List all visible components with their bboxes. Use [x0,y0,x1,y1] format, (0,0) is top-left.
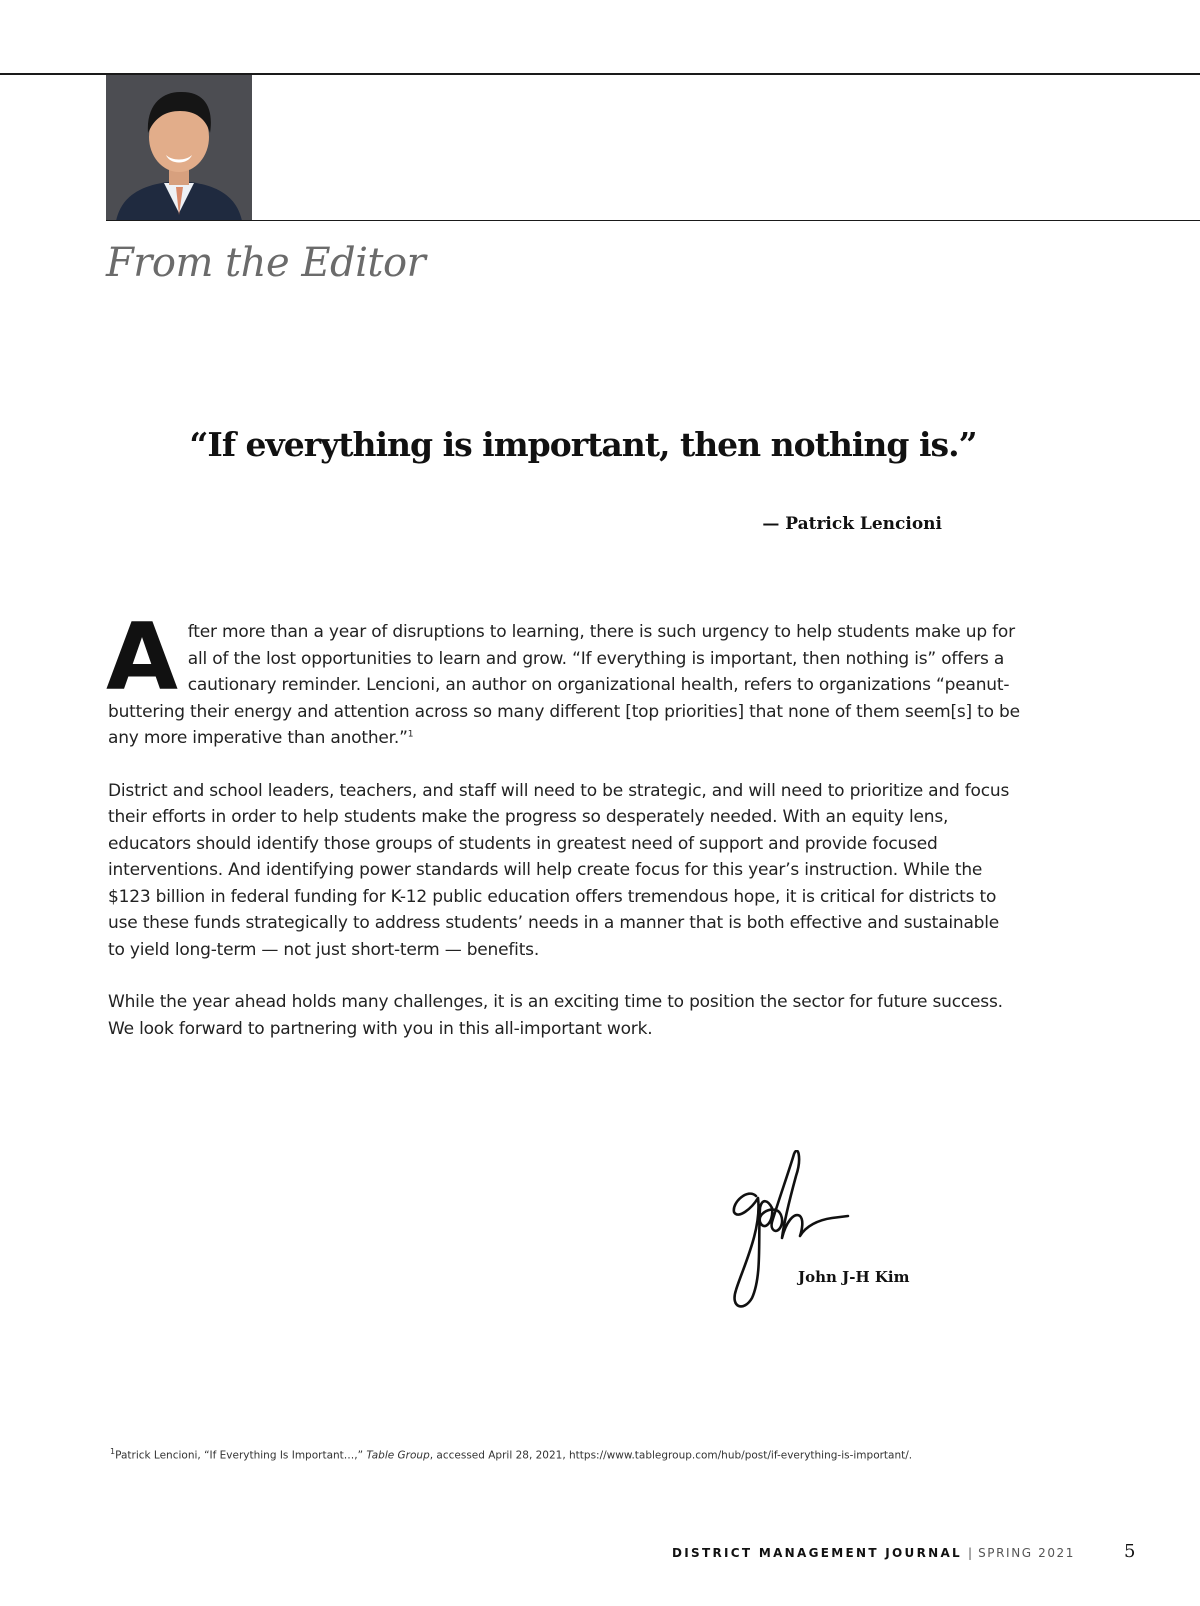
header-rule [106,220,1200,221]
paragraph-1-text: fter more than a year of disruptions to learning, there is such urgency to help students make up for all of the lost opportunities to learn and grow. “If everything is important, then nothing is” offers a cautionary reminder. Lencioni, an author on organizational health, refers to organizations “peanut-buttering their energy and attention across so many different [top priorities] that none of them seem[s] to be any more imperative than another.” [108,622,1020,748]
paragraph-1 [106,603,1020,752]
page-number: 5 [1124,1541,1136,1562]
handwritten-signature [728,1150,878,1310]
paragraph-3: While the year ahead holds many challenges, it is an exciting time to position the sector for future success. We look forward to partnering with you in this all-important work. [108,992,1003,1039]
footnote [110,1447,912,1462]
footnote-marker: 1 [110,1447,116,1456]
quote-attribution: — Patrick Lencioni [762,514,942,534]
footnote-reference: 1 [407,729,414,740]
journal-name: DISTRICT MANAGEMENT JOURNAL [672,1546,963,1560]
footnote-source: Table Group [366,1449,430,1462]
pull-quote: “If everything is important, then nothing is.” [189,425,977,464]
footnote-text-before: Patrick Lencioni, “If Everything Is Important…,” [115,1449,367,1462]
issue-season: SPRING 2021 [978,1546,1076,1560]
drop-cap: A [106,603,178,711]
page-footer [672,1546,1075,1560]
paragraph-2: District and school leaders, teachers, and staff will need to be strategic, and will need to prioritize and focus their efforts in order to help students make the progress so desperately needed. With an equity lens, educators should identify those groups of students in greatest need of support and provide focused interventions. And identifying power standards will help create focus for this year’s instruction. While the $123 billion in federal funding for K-12 public education offers tremendous hope, it is critical for districts to use these funds strategically to address students’ needs in a manner that is both effective and sustainable to yield long-term — not just short-term — benefits. [108,780,1010,960]
footer-separator: | [968,1546,973,1560]
section-title: From the Editor [106,240,426,286]
editor-photo [106,75,252,221]
signature-name: John J-H Kim [798,1268,910,1286]
footnote-text-after: , accessed April 28, 2021, https://www.tablegroup.com/hub/post/if-everything-is-important/. [429,1449,913,1462]
article-body [106,603,1020,1068]
